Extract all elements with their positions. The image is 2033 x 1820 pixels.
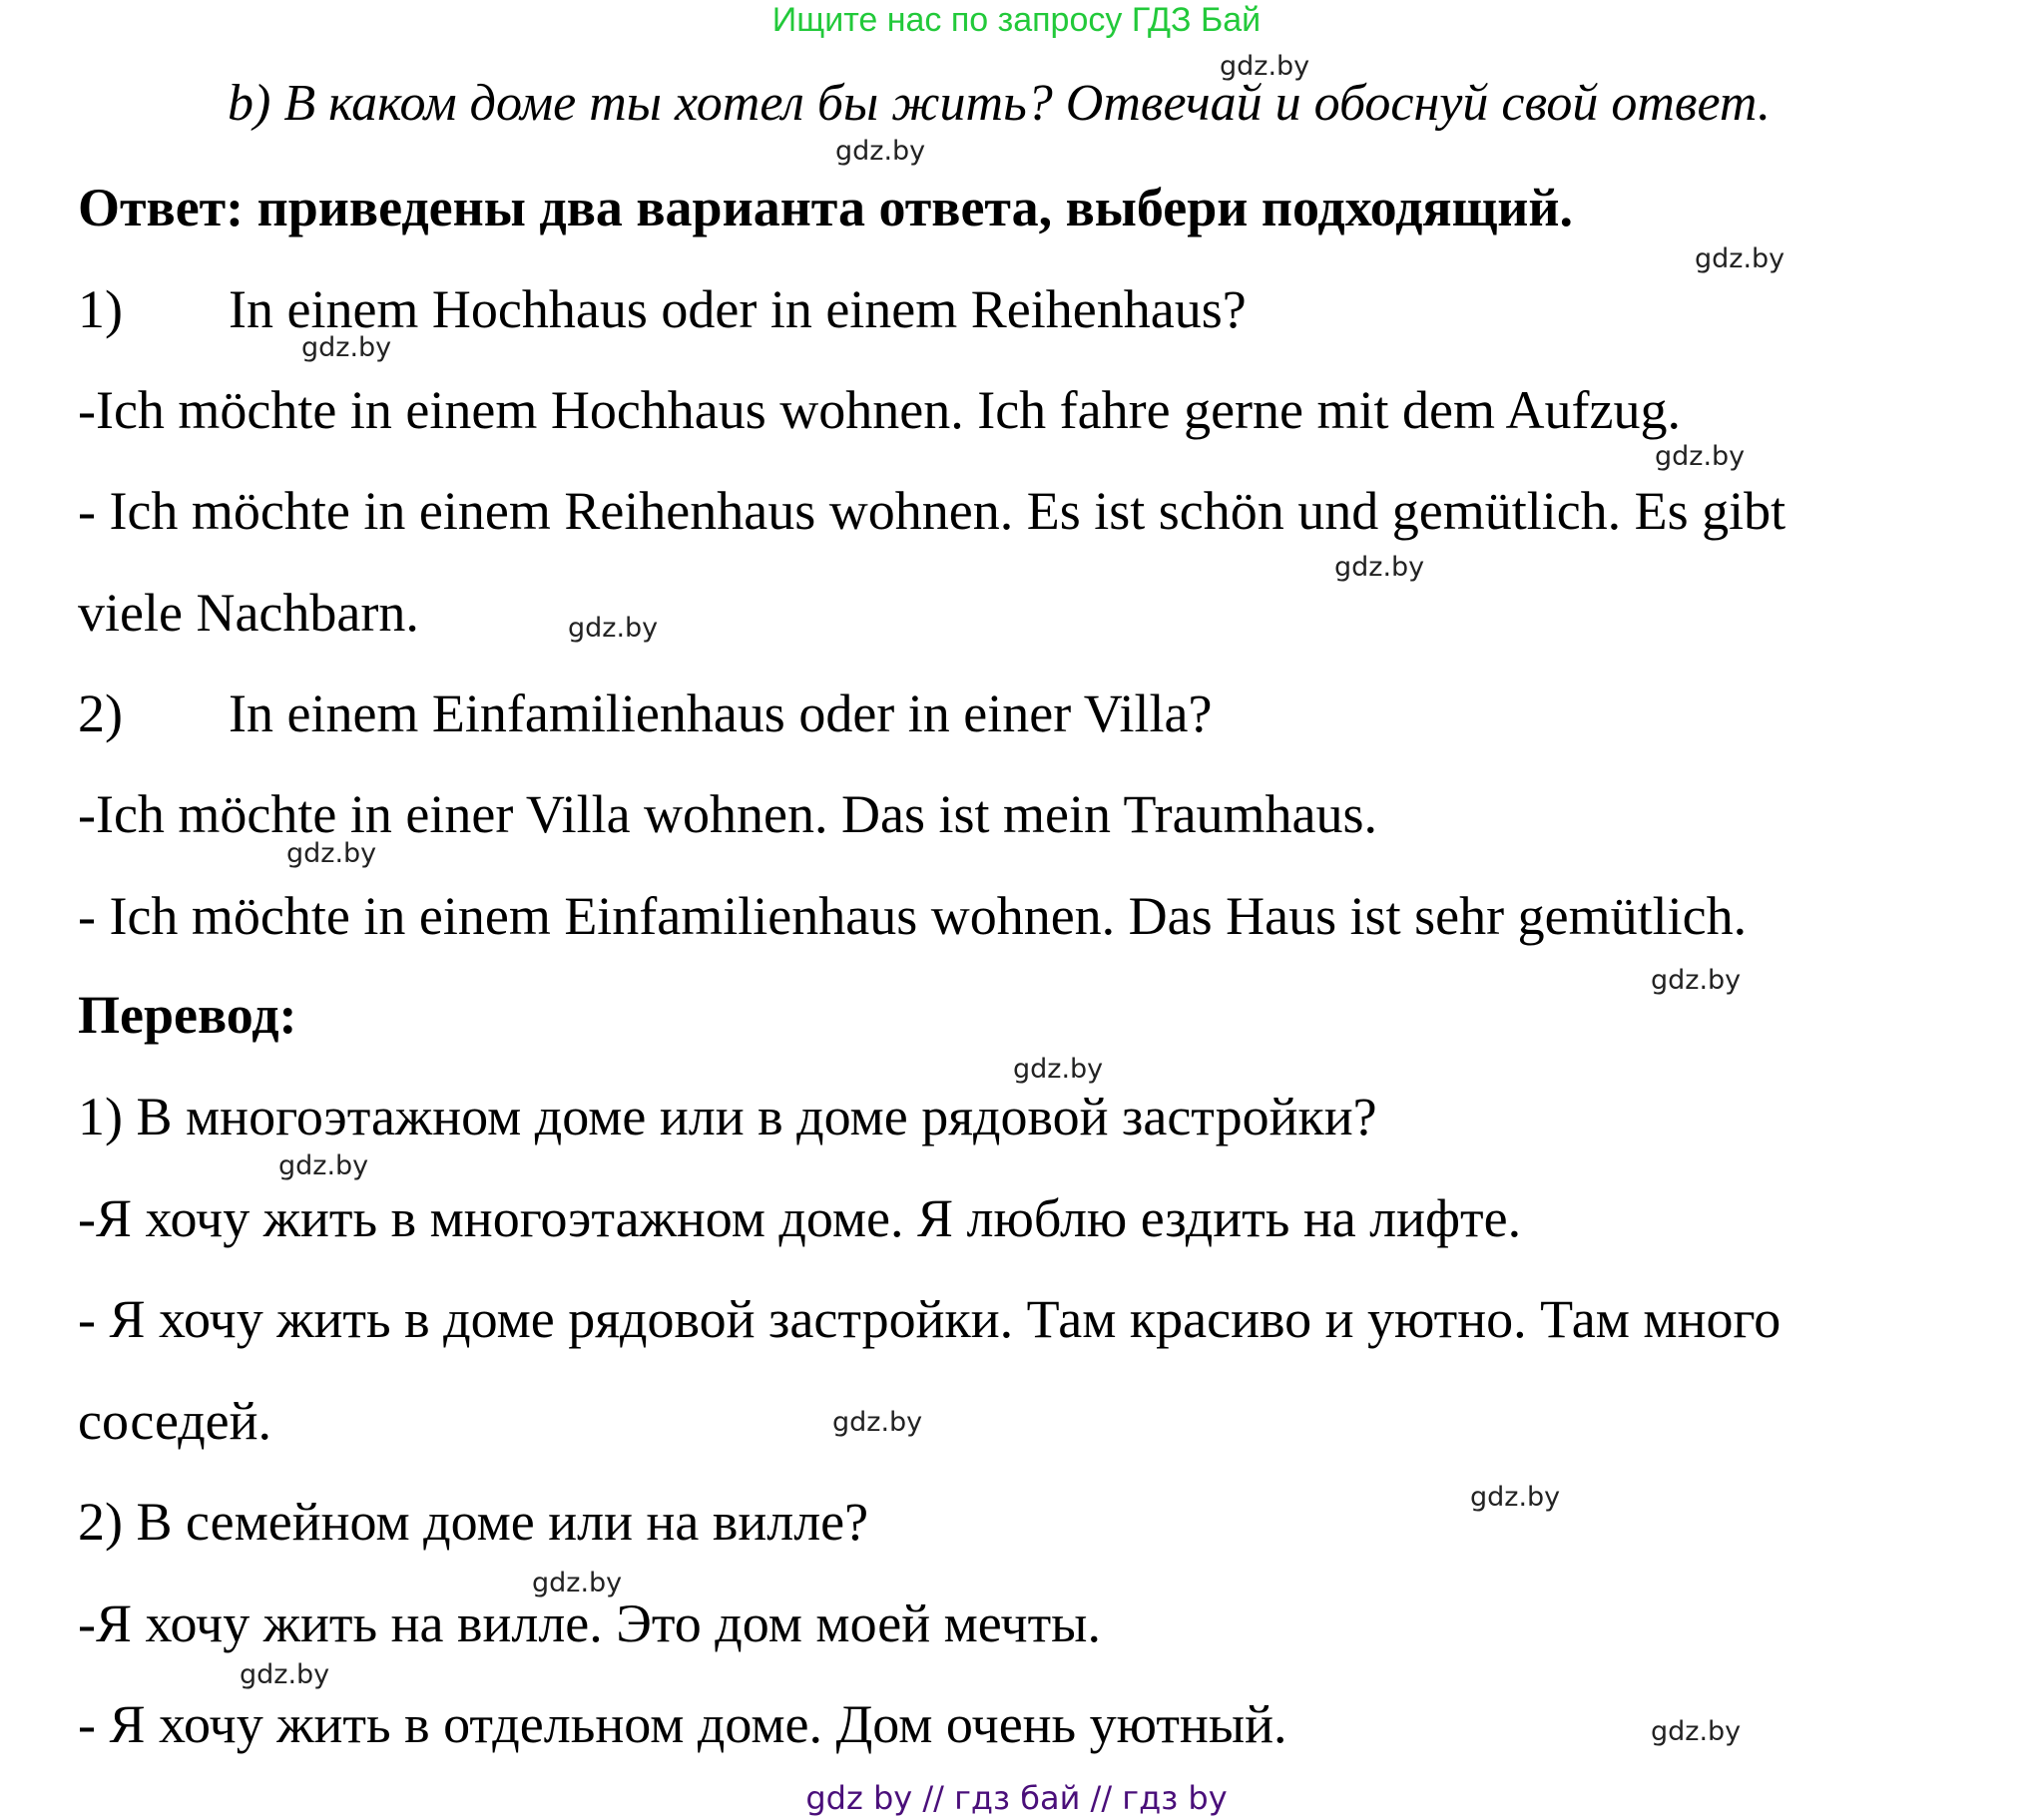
task-prompt: b) В каком доме ты хотел бы жить? Отвечай и обоснуй свой ответ.	[228, 75, 1772, 132]
watermark: gdz.by	[1220, 51, 1310, 82]
watermark: gdz.by	[1013, 1054, 1104, 1085]
question-number: 2)	[78, 683, 123, 743]
watermark: gdz.by	[1651, 965, 1742, 996]
watermark: gdz.by	[568, 613, 659, 644]
watermark: gdz.by	[1695, 243, 1785, 274]
german-question-2	[78, 683, 1212, 743]
russian-answer-1-2-cont: соседей.	[78, 1391, 272, 1451]
question-text: In einem Einfamilienhaus oder in einer Villa?	[229, 683, 1213, 743]
watermark: gdz.by	[1651, 1716, 1742, 1747]
site-footer: gdz by // гдз бай // гдз by	[805, 1779, 1228, 1817]
translation-heading: Перевод:	[78, 985, 297, 1045]
russian-answer-1-1: -Я хочу жить в многоэтажном доме. Я люблю ездить на лифте.	[78, 1188, 1522, 1248]
german-question-1	[78, 279, 1247, 339]
watermark: gdz.by	[832, 1407, 923, 1438]
watermark: gdz.by	[278, 1150, 369, 1181]
watermark: gdz.by	[301, 332, 392, 363]
russian-answer-2-1: -Я хочу жить на вилле. Это дом моей мечты.	[78, 1593, 1101, 1653]
question-number: 1)	[78, 279, 123, 339]
search-banner: Ищите нас по запросу ГДЗ Бай	[771, 1, 1262, 39]
watermark: gdz.by	[835, 136, 926, 167]
watermark: gdz.by	[532, 1568, 623, 1598]
german-answer-1-2-cont: viele Nachbarn.	[78, 583, 419, 643]
watermark: gdz.by	[240, 1659, 330, 1690]
german-answer-2-2: - Ich möchte in einem Einfamilienhaus wohnen. Das Haus ist sehr gemütlich.	[78, 886, 1748, 946]
russian-question-2: 2) В семейном доме или на вилле?	[78, 1492, 869, 1552]
russian-answer-1-2: - Я хочу жить в доме рядовой застройки. Там красиво и уютно. Там много	[78, 1289, 1781, 1349]
answer-heading: Ответ: приведены два варианта ответа, выбери подходящий.	[78, 178, 1573, 237]
watermark: gdz.by	[1470, 1482, 1561, 1513]
watermark: gdz.by	[286, 838, 377, 869]
german-answer-1-2: - Ich möchte in einem Reihenhaus wohnen. Es ist schön und gemütlich. Es gibt	[78, 481, 1786, 541]
german-answer-2-1: -Ich möchte in einer Villa wohnen. Das ist mein Traumhaus.	[78, 784, 1378, 844]
watermark: gdz.by	[1334, 552, 1425, 583]
german-answer-1-1: -Ich möchte in einem Hochhaus wohnen. Ich fahre gerne mit dem Aufzug.	[78, 380, 1681, 440]
russian-question-1: 1) В многоэтажном доме или в доме рядовой застройки?	[78, 1087, 1377, 1146]
watermark: gdz.by	[1655, 441, 1746, 472]
russian-answer-2-2: - Я хочу жить в отдельном доме. Дом очень уютный.	[78, 1694, 1287, 1754]
question-text: In einem Hochhaus oder in einem Reihenhaus?	[229, 279, 1247, 339]
